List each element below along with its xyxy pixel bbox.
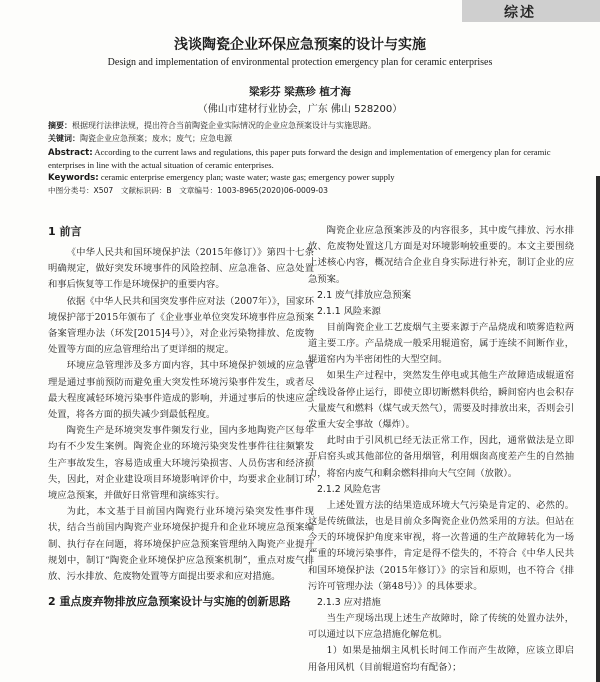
classification-line: 中图分类号：X507 文献标识码：B 文章编号：1003-8965(2020)06-0009-03 (48, 186, 328, 195)
section-2-heading: 2 重点废弃物排放应急预案设计与实施的创新思路 (48, 595, 291, 609)
paragraph: 目前陶瓷企业工艺废烟气主要来源于产品烧成和喷雾造粒两道主要工序。产品烧成一般采用辊道窑，属于连续不间断作业，辊道窑内为半密闭性的大型空间。 (308, 321, 574, 366)
paper-affiliation: （佛山市建材行业协会，广东 佛山 528200） (197, 104, 403, 115)
paragraph: 1）如果是抽烟主风机长时间工作而产生故障，应该立即启用备用风机（目前辊道窑均有配备）； (308, 645, 574, 673)
paragraph: 环境应急管理涉及多方面内容，其中环境保护领域的应急管理是通过事前预防而避免重大突发性环境污染事件发生，或者尽最大程度减轻环境污染事件造成的影响，并通过事后的快速应急处置，将各方面的损失减少到最低程度。 (48, 360, 314, 421)
paragraph: 此时由于引风机已经无法正常工作，因此，通常做法是立即开启窑头或其他部位的备用烟管，利用烟囱高度差产生的自然抽力，将窑内废气和剩余燃料排向大气空间（放散）。 (308, 435, 574, 479)
paragraph: 陶瓷企业应急预案涉及的内容很多，其中废气排放、污水排放、危废物处置这几方面是对环境影响较重要的。本文主要围绕上述核心内容，概况结合企业自身实际进行补充，制订企业的应急预案。 (308, 225, 574, 285)
keywords-cn: 关键词：陶瓷企业应急预案；废水；废气；应急电源 (48, 134, 232, 143)
keywords-en: Keywords: ceramic enterprise emergency plan; waste water; waste gas; emergency power supply (48, 172, 395, 183)
paragraph: 如果生产过程中，突然发生停电或其他生产故障造成辊道窑全线设备停止运行，即使立即切断燃料供给，瞬间窑内也会积存大量废气和燃料（煤气或天然气），需要及时排放出来，否则会引发重大安全事故（爆炸）。 (308, 370, 574, 431)
paper-title: 浅谈陶瓷企业环保应急预案的设计与实施 (174, 37, 426, 53)
paper-english-title: Design and implementation of environmental protection emergency plan for ceramic enterprises (107, 57, 493, 68)
paper-authors: 梁彩芬 梁燕珍 植才海 (249, 86, 351, 98)
subsection-2-1-2-heading: 2.1.2 风险危害 (317, 483, 381, 495)
paragraph: 陶瓷生产是环境突发事件频发行业，国内多地陶瓷产区每年均有不少发生案例。陶瓷企业的环境污染突发性事件往往频繁发生产事故发生，容易造成重大环境污染损害、人员伤害和经济损失，因此，对企业建设项目环境影响评价中，均要求企业制订环境应急预案，并做好日常管理和演练实行。 (48, 425, 314, 502)
section-tag-text: 综述 (504, 5, 536, 21)
subsection-2-1-1-heading: 2.1.1 风险来源 (317, 305, 381, 317)
paragraph: 上述处置方法的结果造成环境大气污染是肯定的、必然的。这是传统做法，也是目前众多陶瓷企业仍然采用的方法。但站在今天的环境保护角度来审视，将一次普通的生产故障转化为一场严重的环境污染事件，肯定是得不偿失的，不符合《中华人民共和国环境保护法（2015年修订）》的宗旨和原则，也不符合《排污许可管理办法（第48号）》的具体要求。 (308, 499, 574, 592)
paragraph: 当生产现场出现上述生产故障时，除了传统的处置办法外，可以通过以下应急措施化解危机。 (308, 613, 574, 641)
subsection-2-1-3-heading: 2.1.3 应对措施 (317, 597, 381, 609)
left-column (48, 223, 314, 615)
abstract-en: Abstract: According to the current laws and regulations, this paper puts forward the design and implementation of emergency plan for ceramic enterprises in line with the actual situation of ceramic enterprises. (48, 147, 551, 170)
abstract-cn: 摘要：根据现行法律法规，提出符合当前陶瓷企业实际情况的企业应急预案设计与实施思路。 (48, 121, 376, 130)
paragraph: 依据《中华人民共和国突发事件应对法（2007年）》，国家环境保护部于2015年颁布了《企业事业单位突发环境事件应急预案备案管理办法（环发[2015]4号）》，对企业污染物排放、危废物处置等方面的应急管理给出了更详细的规定。 (48, 295, 314, 356)
subsection-2-1-heading: 2.1 废气排放应急预案 (317, 289, 412, 301)
paragraph: 《中华人民共和国环境保护法（2015年修订）》第四十七条明确规定，做好突发环境事件的风险控制、应急准备、应急处置和事后恢复等工作是环境保护的重要内容。 (48, 247, 314, 291)
paragraph: 为此，本文基于目前国内陶瓷行业环境污染突发性事件现状，结合当前国内陶瓷产业环境保护提升和企业环境应急预案编制、执行存在问题，将环境保护应急预案管理纳入陶瓷产业提升规划中，制订“陶瓷企业环境保护应急预案机制”，重点对废气排放、污水排放、危废物处置等方面提出要求和应对措施。 (48, 506, 314, 583)
page-binding-edge (596, 176, 600, 682)
section-1-heading: 1 前言 (48, 225, 82, 238)
journal-section-tag (462, 0, 600, 22)
right-column (308, 223, 574, 676)
